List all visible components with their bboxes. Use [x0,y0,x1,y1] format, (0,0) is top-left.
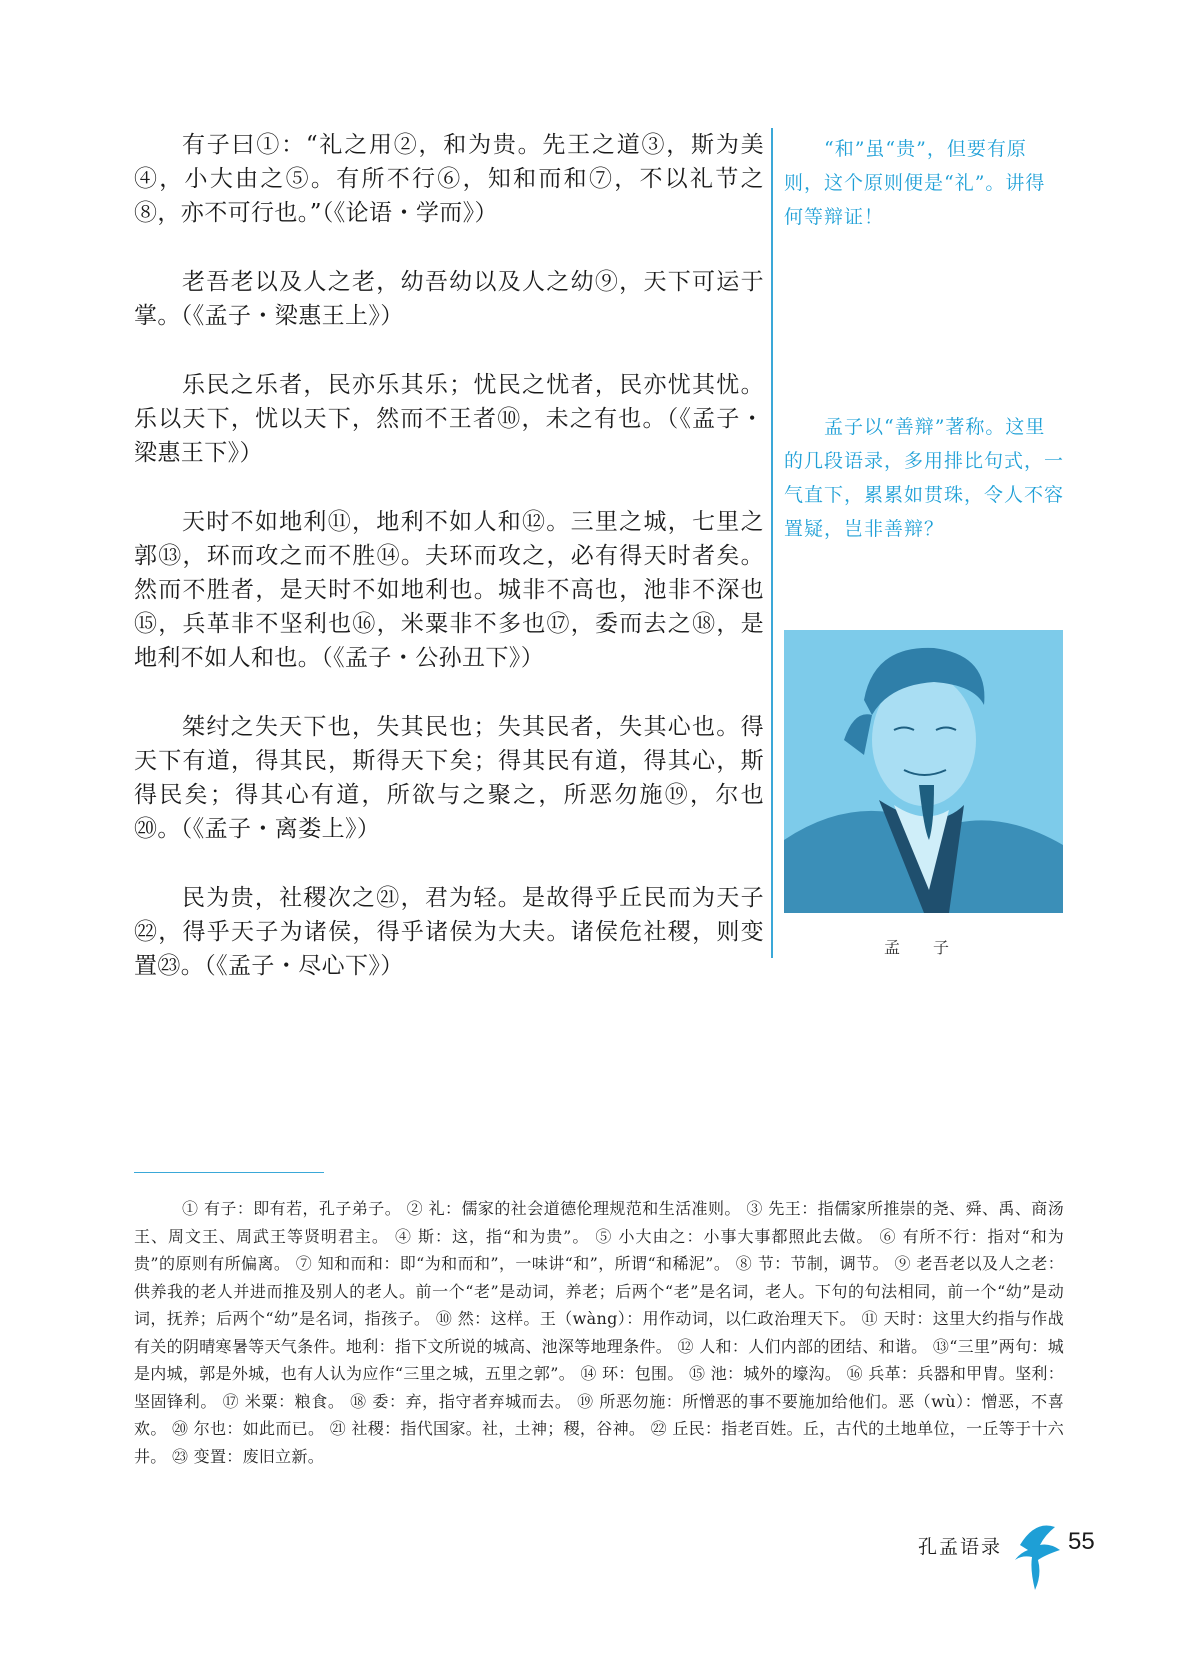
main-text [134,128,764,1018]
mencius-portrait [784,630,1063,913]
dragon-ornament-icon [1010,1515,1070,1595]
footer-title: 孔孟语录 [918,1536,1003,1558]
passage-4: 天时不如地利⑪，地利不如人和⑫。三里之城，七里之郭⑬，环而攻之而不胜⑭。夫环而攻之，必有得天时者矣。然而不胜者，是天时不如地利也。城非不高也，池非不深也⑮，兵革非不坚利也⑯，米粟非不多也⑰，委而去之⑱，是地利不如人和也。（《孟子・公孙丑下》） [134,509,764,671]
passage-5: 桀纣之失天下也，失其民也；失其民者，失其心也。得天下有道，得其民，斯得天下矣；得其民有道，得其心，斯得民矣；得其心有道，所欲与之聚之，所恶勿施⑲，尔也⑳。（《孟子・离娄上》） [134,714,764,842]
footnote-divider [134,1172,324,1173]
page-number: 55 [1068,1528,1095,1555]
passage-6: 民为贵，社稷次之㉑，君为轻。是故得乎丘民而为天子㉒，得乎天子为诸侯，得乎诸侯为大夫。诸侯危社稷，则变置㉓。（《孟子・尽心下》） [134,885,764,979]
passage-2: 老吾老以及人之老，幼吾幼以及人之幼⑨，天下可运于掌。（《孟子・梁惠王上》） [134,269,764,329]
passage-3: 乐民之乐者，民亦乐其乐；忧民之忧者，民亦忧其忧。乐以天下，忧以天下，然而不王者⑩，未之有也。（《孟子・梁惠王下》） [134,372,764,466]
margin-divider [771,128,773,958]
margin-note-1: “和”虽“贵”，但要有原则，这个原则便是“礼”。讲得何等辩证！ [784,138,1046,228]
footnotes: ① 有子：即有若，孔子弟子。 ② 礼：儒家的社会道德伦理规范和生活准则。 ③ 先王：指儒家所推崇的尧、舜、禹、商汤王、周文王、周武王等贤明君主。 ④ 斯：这，指“和为贵”。 ⑤ 小大由之：小事大事都照此去做。 ⑥ 有所不行：指对“和为贵”的原则有所偏离。 ⑦ 知和而和：即“为和而和”，一味讲“和”，所谓“和稀泥”。 ⑧ 节：节制，调节。 ⑨ 老吾老以及人之老：供养我的老人并进而推及别人的老人。前一个“老”是动词，养老；后两个“老”是名词，老人。下句的句法相同，前一个“幼”是动词，抚养；后两个“幼”是名词，指孩子。 ⑩ 然：这样。王（wàng）：用作动词，以仁政治理天下。 ⑪ 天时：这里大约指与作战有关的阴晴寒暑等天气条件。地利：指下文所说的城高、池深等地理条件。 ⑫ 人和：人们内部的团结、和谐。 ⑬“三里”两句：城是内城，郭是外城，也有人认为应作“三里之城，五里之郭”。 ⑭ 环：包围。 ⑮ 池：城外的壕沟。 ⑯ 兵革：兵器和甲胄。坚利：坚固锋利。 ⑰ 米粟：粮食。 ⑱ 委：弃，指守者弃城而去。 ⑲ 所恶勿施：所憎恶的事不要施加给他们。恶（wù）：憎恶，不喜欢。 ⑳ 尔也：如此而已。 ㉑ 社稷：指代国家。社，土神；稷，谷神。 ㉒ 丘民：指老百姓。丘，古代的土地单位，一丘等于十六井。 ㉓ 变置：废旧立新。 [134,1199,1064,1466]
margin-note-2: 孟子以“善辩”著称。这里的几段语录，多用排比句式，一气直下，累累如贯珠，令人不容置疑，岂非善辩？ [784,416,1065,540]
passage-1: 有子曰①：“礼之用②，和为贵。先王之道③，斯为美④，小大由之⑤。有所不行⑥，知和而和⑦，不以礼节之⑧，亦不可行也。”（《论语・学而》） [134,132,764,226]
portrait-caption: 孟 子 [883,938,964,957]
